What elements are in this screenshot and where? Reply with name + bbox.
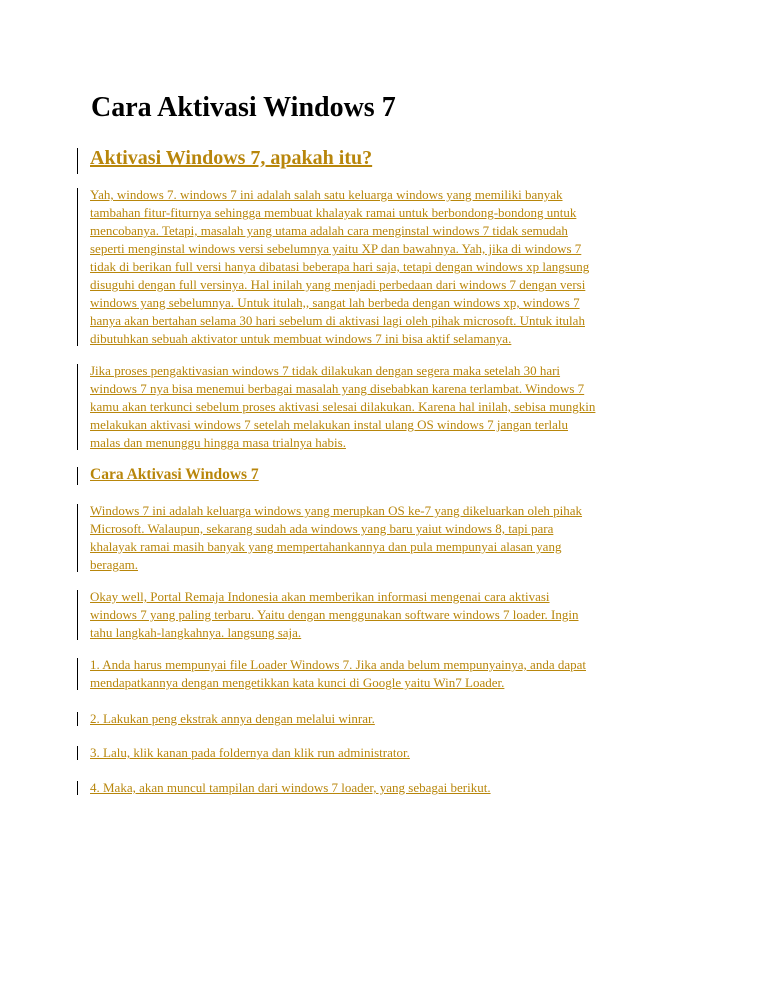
paragraph-1 (90, 186, 690, 348)
change-bar (77, 467, 78, 485)
change-bar (77, 504, 78, 572)
document-title: Cara Aktivasi Windows 7 (91, 92, 396, 123)
change-bar (77, 658, 78, 690)
paragraph-line[interactable]: malas dan menunggu hingga masa trialnya habis. (90, 435, 346, 450)
paragraph-line[interactable]: melakukan aktivasi windows 7 setelah melakukan instal ulang OS windows 7 jangan terlalu (90, 417, 569, 432)
paragraph-line[interactable]: khalayak ramai masih banyak yang mempertahankannya dan pula mempunyai alasan yang (90, 539, 562, 554)
paragraph-line[interactable]: windows 7 nya bisa menemui berbagai masalah yang disebabkan karena terlambat. Windows 7 (90, 381, 585, 396)
paragraph-line[interactable]: Okay well, Portal Remaja Indonesia akan memberikan informasi mengenai cara aktivasi (90, 589, 550, 604)
paragraph-line[interactable]: dibutuhkan sebuah aktivator untuk membuat windows 7 ini bisa aktif selamanya. (90, 331, 512, 346)
change-bar (77, 590, 78, 640)
step-line[interactable]: 1. Anda harus mempunyai file Loader Windows 7. Jika anda belum mempunyainya, anda dapat (90, 657, 586, 672)
step-3 (90, 744, 690, 762)
paragraph-3 (90, 502, 690, 574)
paragraph-line[interactable]: mencobanya. Tetapi, masalah yang utama adalah cara menginstal windows 7 tidak semudah (90, 223, 568, 238)
paragraph-line[interactable]: tahu langkah-langkahnya. langsung saja. (90, 625, 302, 640)
paragraph-line[interactable]: tambahan fitur-fiturnya sehingga membuat khalayak ramai untuk berbondong-bondong untuk (90, 205, 577, 220)
paragraph-line[interactable]: windows 7 yang paling terbaru. Yaitu dengan menggunakan software windows 7 loader. Ingin (90, 607, 579, 622)
section-subtitle[interactable]: Aktivasi Windows 7, apakah itu? (90, 147, 373, 169)
paragraph-4 (90, 588, 690, 642)
section-subtitle-block (90, 146, 690, 170)
paragraph-2 (90, 362, 690, 452)
paragraph-line[interactable]: kamu akan terkunci sebelum proses aktivasi selesai dilakukan. Karena hal inilah, sebisa mungkin (90, 399, 596, 414)
step-line[interactable]: mendapatkannya dengan mengetikkan kata kunci di Google yaitu Win7 Loader. (90, 675, 505, 690)
step-2 (90, 710, 690, 728)
step-1 (90, 656, 690, 692)
paragraph-line[interactable]: windows yang sebelumnya. Untuk itulah,, sangat lah berbeda dengan windows xp, windows 7 (90, 295, 580, 310)
section-heading-block (90, 465, 690, 485)
paragraph-line[interactable]: Microsoft. Walaupun, sekarang sudah ada windows yang baru yaiut windows 8, tapi para (90, 521, 554, 536)
paragraph-line[interactable]: disuguhi dengan full versinya. Hal inilah yang menjadi perbedaan dari windows 7 dengan versi (90, 277, 586, 292)
paragraph-line[interactable]: beragam. (90, 557, 139, 572)
step-line[interactable]: 3. Lalu, klik kanan pada foldernya dan klik run administrator. (90, 745, 410, 760)
change-bar (77, 746, 78, 760)
change-bar (77, 781, 78, 795)
paragraph-line[interactable]: Jika proses pengaktivasian windows 7 tidak dilakukan dengan segera maka setelah 30 hari (90, 363, 561, 378)
step-line[interactable]: 2. Lakukan peng ekstrak annya dengan melalui winrar. (90, 711, 375, 726)
paragraph-line[interactable]: hanya akan bertahan selama 30 hari sebelum di aktivasi lagi oleh pihak microsoft. Untuk itulah (90, 313, 585, 328)
paragraph-line[interactable]: tidak di berikan full versi hanya dibatasi beberapa hari saja, tetapi dengan windows xp langsung (90, 259, 590, 274)
change-bar (77, 364, 78, 450)
step-4 (90, 779, 690, 797)
step-line[interactable]: 4. Maka, akan muncul tampilan dari windows 7 loader, yang sebagai berikut. (90, 780, 491, 795)
change-bar (77, 712, 78, 726)
change-bar (77, 188, 78, 346)
paragraph-line[interactable]: Yah, windows 7. windows 7 ini adalah salah satu keluarga windows yang memiliki banyak (90, 187, 563, 202)
paragraph-line[interactable]: Windows 7 ini adalah keluarga windows yang merupkan OS ke-7 yang dikeluarkan oleh pihak (90, 503, 583, 518)
section-heading[interactable]: Cara Aktivasi Windows 7 (90, 466, 259, 483)
change-bar (77, 148, 78, 174)
paragraph-line[interactable]: seperti menginstal windows versi sebelumnya yaitu XP dan bawahnya. Yah, jika di windows 7 (90, 241, 582, 256)
